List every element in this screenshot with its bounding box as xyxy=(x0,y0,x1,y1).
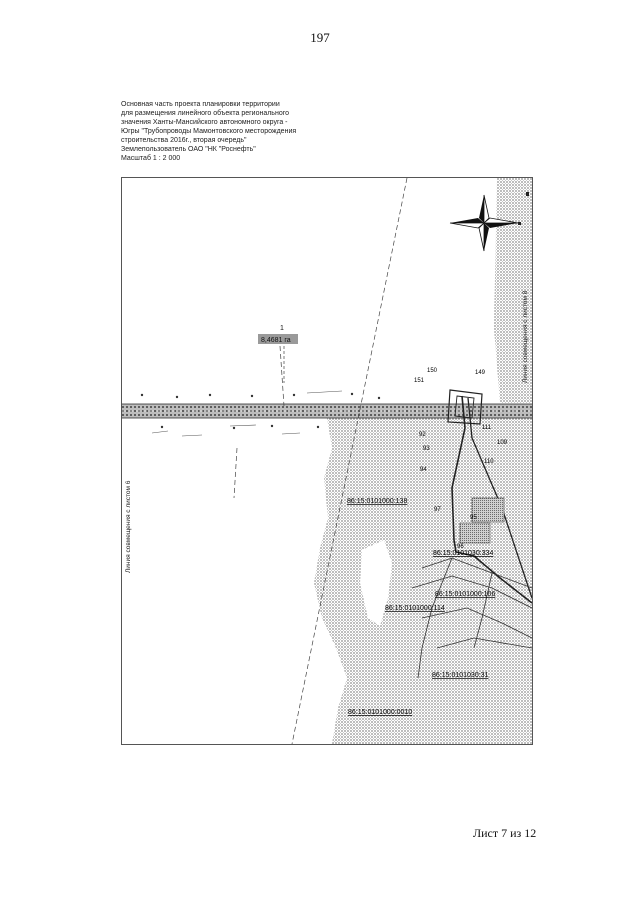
parcel-label: 86:15:0101000:106 xyxy=(435,591,496,598)
title-line: Основная часть проекта планировки территории xyxy=(121,101,280,108)
parcel-block xyxy=(472,498,504,522)
title-line: значения Ханты-Мансийского автономного округа - xyxy=(121,119,288,126)
point-label: 111 xyxy=(482,425,492,431)
parcel-label: 86:15:0101000:138 xyxy=(347,498,408,505)
title-block xyxy=(121,100,351,163)
point-label: 94 xyxy=(420,467,427,473)
title-line: Югры "Трубопроводы Мамонтовского месторождения xyxy=(121,128,297,135)
point-label: 149 xyxy=(475,370,486,376)
point-label: 95 xyxy=(470,515,477,521)
title-line: строительства 2016г., вторая очередь" xyxy=(121,137,247,144)
area-value-label: 8,4681 га xyxy=(261,337,291,344)
page-number: 197 xyxy=(310,30,330,45)
hatched-area-main xyxy=(314,404,532,744)
scale-line: Масштаб 1 : 2 000 xyxy=(121,155,181,162)
point-label: 150 xyxy=(427,368,438,374)
point-label: 96 xyxy=(457,544,464,550)
area-id-label: 1 xyxy=(280,325,284,332)
parcel-label: 86:15:0101030:31 xyxy=(432,672,489,679)
point-label: 97 xyxy=(434,507,441,513)
match-line-left: Линия совмещения с листом 6 xyxy=(125,480,132,573)
point-label: 92 xyxy=(419,432,426,438)
title-line: для размещения линейного объекта регионального xyxy=(121,110,289,117)
land-user-line: Землепользователь ОАО "НК "Роснефть" xyxy=(121,146,256,153)
map-frame xyxy=(121,177,533,745)
match-line-right: Линия совмещения с листом 8 xyxy=(522,290,529,383)
parcel-block xyxy=(460,523,490,543)
map-canvas xyxy=(122,178,532,744)
point-label: 110 xyxy=(484,459,494,465)
sheet-label: Лист 7 из 12 xyxy=(473,826,537,840)
point-label: 93 xyxy=(423,446,430,452)
point-label: 151 xyxy=(414,378,425,384)
parcel-label: 86:15:0101030:334 xyxy=(433,550,494,557)
parcel-label: 86:15:0101000:114 xyxy=(385,605,445,612)
parcel-label: 86:15:0101000:0010 xyxy=(348,709,413,716)
point-label: 109 xyxy=(497,440,508,446)
